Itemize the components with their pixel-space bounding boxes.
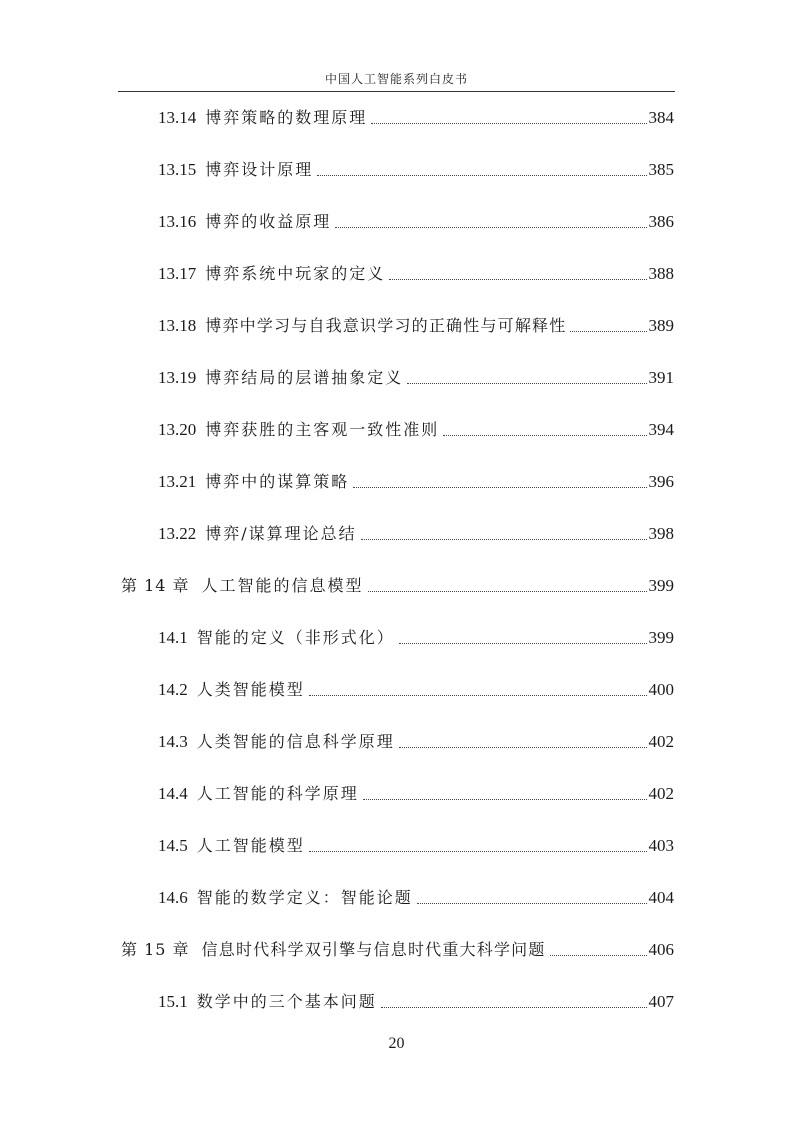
dot-leader [417, 902, 647, 904]
toc-entry-title: 人工智能模型 [196, 836, 305, 855]
toc-entry-number: 14.4 [158, 784, 188, 803]
toc-entry[interactable] [158, 262, 674, 286]
toc-entry[interactable] [158, 158, 674, 182]
running-header: 中国人工智能系列白皮书 [324, 72, 468, 86]
toc-entry-page: 407 [648, 992, 674, 1011]
toc-entry[interactable] [158, 834, 674, 858]
toc-entry-page: 398 [648, 524, 674, 543]
toc-entry-title: 博弈中的谋算策略 [205, 472, 350, 491]
toc-entry-number: 14.5 [158, 836, 188, 855]
toc-entry[interactable] [158, 990, 674, 1014]
toc-entry-number: 14.2 [158, 680, 188, 699]
toc-entry[interactable] [158, 418, 674, 442]
toc-entry-page: 406 [648, 940, 674, 959]
toc-entry-title: 博弈中学习与自我意识学习的正确性与可解释性 [205, 316, 567, 335]
toc-entry-number: 15.1 [158, 992, 188, 1011]
toc-entry-title: 数学中的三个基本问题 [196, 992, 377, 1011]
toc-entry-page: 396 [648, 472, 674, 491]
toc-entry-title: 人类智能模型 [196, 680, 305, 699]
toc-chapter-entry[interactable] [121, 938, 674, 962]
toc-entry-number: 14.6 [158, 888, 188, 907]
toc-entry-number: 13.15 [158, 160, 197, 179]
dot-leader [389, 278, 646, 280]
toc-entry-page: 400 [648, 680, 674, 699]
toc-chapter-number: 第 14 章 [121, 576, 190, 595]
toc-entry-title: 智能的数学定义：智能论题 [196, 888, 413, 907]
toc-entry-title: 博弈系统中玩家的定义 [205, 264, 386, 283]
toc-chapter-entry[interactable] [121, 574, 674, 598]
toc-entry-title: 信息时代科学双引擎与信息时代重大科学问题 [201, 940, 546, 959]
toc-entry[interactable] [158, 522, 674, 546]
toc-entry-page: 402 [648, 784, 674, 803]
dot-leader [371, 122, 646, 124]
toc-entry-number: 13.20 [158, 420, 197, 439]
toc-entry[interactable] [158, 106, 674, 130]
toc-entry-page: 384 [648, 108, 674, 127]
toc-entry-page: 394 [648, 420, 674, 439]
dot-leader [363, 798, 647, 800]
dot-leader [309, 850, 647, 852]
dot-leader [317, 174, 646, 176]
toc-chapter-number: 第 15 章 [121, 940, 190, 959]
toc-entry-page: 388 [648, 264, 674, 283]
toc-entry-page: 385 [648, 160, 674, 179]
dot-leader [381, 1006, 647, 1008]
dot-leader [399, 746, 647, 748]
toc-entry-number: 13.18 [158, 316, 197, 335]
toc-entry-page: 402 [648, 732, 674, 751]
toc-entry-title: 博弈设计原理 [205, 160, 314, 179]
toc-entry-page: 404 [648, 888, 674, 907]
toc-entry-number: 14.1 [158, 628, 188, 647]
toc-entry[interactable] [158, 730, 674, 754]
toc-entry-page: 399 [648, 576, 674, 595]
dot-leader [407, 382, 646, 384]
toc-entry-number: 14.3 [158, 732, 188, 751]
dot-leader [570, 330, 646, 332]
toc-entry-page: 391 [648, 368, 674, 387]
toc-entry-page: 389 [648, 316, 674, 335]
toc-entry[interactable] [158, 782, 674, 806]
toc-entry[interactable] [158, 678, 674, 702]
dot-leader [335, 226, 646, 228]
toc-entry-title: 博弈的收益原理 [205, 212, 332, 231]
dot-leader [368, 590, 647, 592]
toc-entry-title: 博弈/谋算理论总结 [205, 524, 357, 543]
toc-entry-title: 智能的定义（非形式化） [196, 628, 395, 647]
toc-entry[interactable] [158, 470, 674, 494]
toc-entry[interactable] [158, 210, 674, 234]
toc-entry-page: 386 [648, 212, 674, 231]
dot-leader [550, 954, 647, 956]
toc-entry-number: 13.21 [158, 472, 197, 491]
toc-entry-page: 399 [648, 628, 674, 647]
toc-entry-page: 403 [648, 836, 674, 855]
dot-leader [443, 434, 646, 436]
dot-leader [353, 486, 646, 488]
toc-entry-number: 13.14 [158, 108, 197, 127]
toc-entry-title: 博弈获胜的主客观一致性准则 [205, 420, 440, 439]
toc-entry[interactable] [158, 314, 674, 338]
toc-entry[interactable] [158, 366, 674, 390]
page-number: 20 [388, 1035, 405, 1052]
dot-leader [309, 694, 647, 696]
toc-entry[interactable] [158, 626, 674, 650]
toc-entry-title: 博弈结局的层谱抽象定义 [205, 368, 404, 387]
toc-entry-title: 博弈策略的数理原理 [205, 108, 368, 127]
toc-entry-title: 人工智能的信息模型 [201, 576, 364, 595]
toc-entry-number: 13.22 [158, 524, 197, 543]
toc-entry-title: 人工智能的科学原理 [196, 784, 359, 803]
toc-entry-title: 人类智能的信息科学原理 [196, 732, 395, 751]
toc-entry-number: 13.17 [158, 264, 197, 283]
dot-leader [399, 642, 647, 644]
toc-entry-number: 13.19 [158, 368, 197, 387]
dot-leader [361, 538, 647, 540]
toc-entry[interactable] [158, 886, 674, 910]
toc-entry-number: 13.16 [158, 212, 197, 231]
